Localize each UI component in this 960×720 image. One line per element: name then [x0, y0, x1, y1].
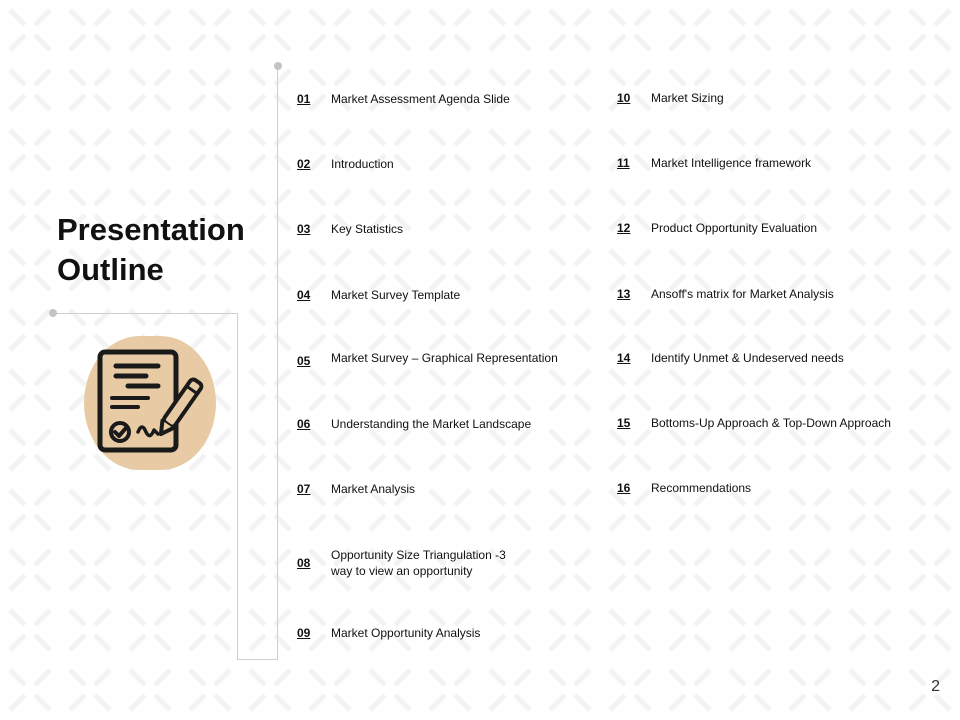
agenda-number: 02	[297, 157, 311, 171]
agenda-item-08	[297, 547, 506, 579]
agenda-item-01	[297, 91, 510, 107]
agenda-label: Key Statistics	[331, 222, 404, 236]
agenda-item-02	[297, 156, 394, 172]
page-number: 2	[931, 678, 940, 695]
agenda-number: 13	[617, 287, 631, 301]
agenda-item-13	[617, 286, 834, 302]
agenda-label: Understanding the Market Landscape	[331, 417, 532, 431]
agenda-number: 12	[617, 221, 631, 235]
document-icon-badge	[84, 336, 216, 470]
agenda-number: 04	[297, 288, 311, 302]
agenda-item-15	[617, 415, 891, 431]
agenda-number: 01	[297, 92, 311, 106]
agenda-label: Market Survey – Graphical Representation	[331, 351, 558, 365]
agenda-number: 06	[297, 417, 311, 431]
agenda-label: Market Sizing	[651, 91, 724, 105]
agenda-number: 05	[297, 354, 311, 368]
agenda-item-03	[297, 221, 403, 237]
agenda-number: 08	[297, 556, 311, 570]
agenda-item-10	[617, 90, 724, 106]
agenda-item-04	[297, 287, 460, 303]
agenda-item-14	[617, 350, 844, 366]
agenda-number: 16	[617, 481, 631, 495]
agenda-item-06	[297, 416, 531, 432]
vertical-divider	[277, 66, 278, 660]
agenda-label: Market Intelligence framework	[651, 156, 812, 170]
agenda-item-05	[297, 350, 558, 366]
agenda-label: Product Opportunity Evaluation	[651, 221, 818, 235]
agenda-label: Introduction	[331, 157, 394, 171]
agenda-item-11	[617, 155, 811, 171]
agenda-label: Ansoff's matrix for Market Analysis	[651, 287, 834, 301]
agenda-number: 09	[297, 626, 311, 640]
agenda-number: 11	[617, 156, 630, 170]
agenda-label: Opportunity Size Triangulation -3 way to view an opportunity	[331, 548, 506, 578]
agenda-label: Market Survey Template	[331, 288, 461, 302]
agenda-number: 10	[617, 91, 631, 105]
agenda-label: Recommendations	[651, 481, 752, 495]
page-title: Presentation Outline	[57, 212, 245, 287]
agenda-item-07	[297, 481, 415, 497]
horizontal-connector	[53, 313, 238, 314]
agenda-number: 14	[617, 351, 631, 365]
divider-top-dot	[274, 62, 282, 70]
agenda-label: Bottoms-Up Approach & Top-Down Approach	[651, 416, 891, 430]
agenda-number: 15	[617, 416, 631, 430]
agenda-label: Identify Unmet & Undeserved needs	[651, 351, 844, 365]
agenda-item-16	[617, 480, 751, 496]
agenda-label: Market Opportunity Analysis	[331, 626, 481, 640]
agenda-item-09	[297, 625, 480, 641]
agenda-number: 07	[297, 482, 311, 496]
bottom-connector	[237, 659, 278, 660]
connector-left-dot	[49, 309, 57, 317]
agenda-number: 03	[297, 222, 311, 236]
agenda-item-12	[617, 220, 817, 236]
signed-document-icon	[84, 336, 216, 470]
agenda-label: Market Assessment Agenda Slide	[331, 92, 510, 106]
left-vertical-connector	[237, 313, 238, 660]
agenda-label: Market Analysis	[331, 482, 416, 496]
